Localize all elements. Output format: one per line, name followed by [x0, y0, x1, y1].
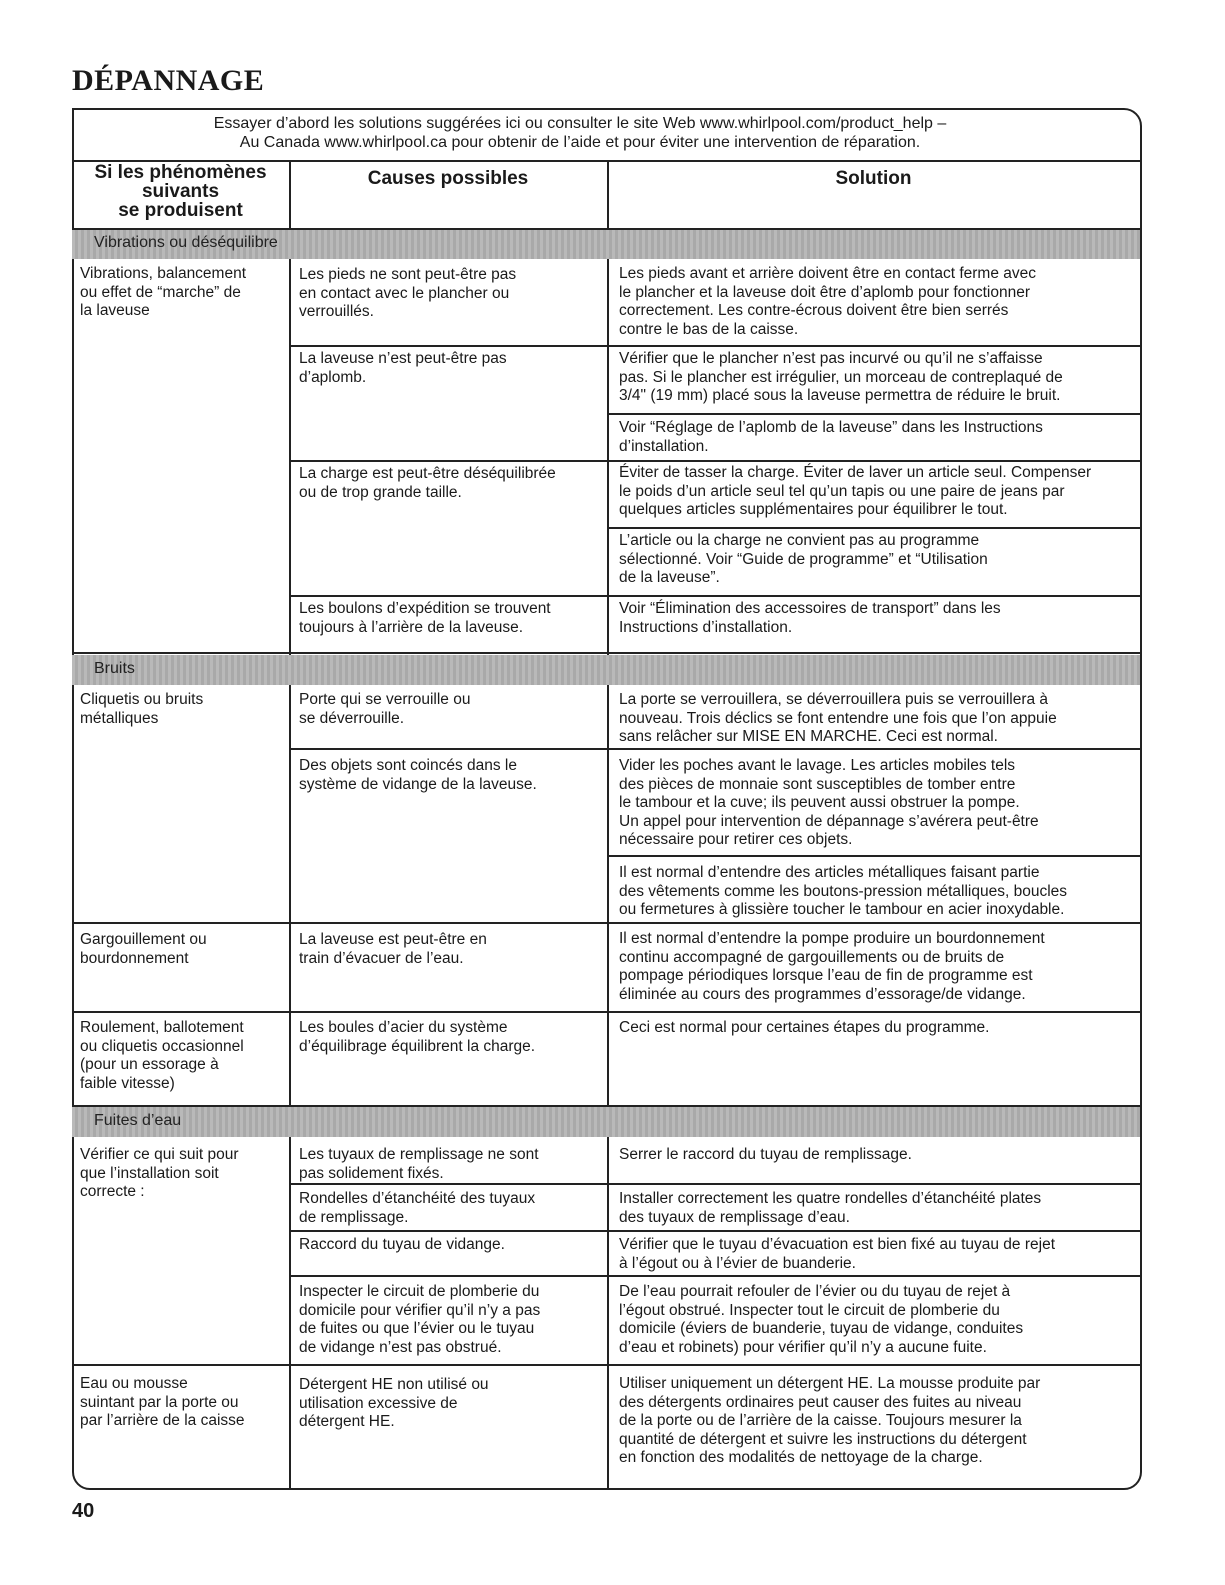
cause-cell-line: d’aplomb. — [299, 368, 367, 386]
cause-cell-line: système de vidange de la laveuse. — [299, 775, 537, 793]
solution-cell — [619, 1019, 989, 1038]
solution-cell-line: Voir “Élimination des accessoires de transport” dans les — [619, 600, 1001, 617]
cause-cell-line: Des objets sont coincés dans le — [299, 757, 517, 774]
solution-cell-line: sélectionné. Voir “Guide de programme” et “Utilisation — [619, 550, 988, 568]
intro-line: Au Canada www.whirlpool.ca pour obtenir de l’aide et pour éviter une intervention de réparation. — [239, 134, 921, 151]
symptom-cell-line: Cliquetis ou bruits — [80, 691, 204, 708]
row-rule — [289, 1230, 1140, 1232]
column-divider — [289, 685, 291, 1107]
row-rule — [72, 1011, 1140, 1013]
cause-cell-line: Porte qui se verrouille ou — [299, 691, 471, 708]
section-band — [72, 655, 1140, 685]
cause-cell-line: Les boules d’acier du système — [299, 1019, 508, 1036]
cause-cell — [299, 350, 507, 387]
cause-cell — [299, 1283, 540, 1357]
section-band — [72, 229, 1140, 259]
cause-cell-line: La charge est peut-être déséquilibrée — [299, 465, 556, 482]
symptom-cell — [80, 265, 246, 321]
solution-cell-line: Utiliser uniquement un détergent HE. La mousse produite par — [619, 1375, 1041, 1392]
cause-cell-line: de vidange n’est pas obstrué. — [299, 1338, 502, 1356]
solution-cell-line: pas. Si le plancher est irrégulier, un morceau de contreplaqué de — [619, 368, 1063, 386]
row-rule — [607, 345, 1140, 347]
cause-cell — [299, 1146, 539, 1183]
page-title: DÉPANNAGE — [72, 64, 265, 97]
solution-cell — [619, 600, 1001, 637]
symptom-cell-line: Vérifier ce qui suit pour — [80, 1146, 239, 1163]
cause-cell — [299, 931, 487, 968]
solution-cell — [619, 864, 1067, 920]
symptom-cell-line: correcte : — [80, 1183, 145, 1201]
cause-cell-line: pas solidement fixés. — [299, 1164, 444, 1182]
symptom-cell-line: la laveuse — [80, 302, 150, 320]
solution-cell-line: le plancher et la laveuse doit être d’aplomb pour fonctionner — [619, 283, 1031, 301]
column-divider — [607, 160, 609, 229]
solution-cell-line: Vider les poches avant le lavage. Les articles mobiles tels — [619, 757, 1016, 774]
intro-line: Essayer d’abord les solutions suggérées ici ou consulter le site Web www.whirlpool.com/product_help – — [213, 115, 947, 132]
symptom-cell — [80, 691, 203, 728]
solution-cell — [619, 691, 1057, 747]
solution-cell — [619, 930, 1045, 1004]
solution-cell — [619, 532, 988, 588]
solution-cell-line: Un appel pour intervention de dépannage s’avérera peut-être — [619, 812, 1039, 830]
cause-cell-line: Raccord du tuyau de vidange. — [299, 1236, 505, 1253]
intro-text — [80, 114, 1080, 152]
cause-cell-line: domicile pour vérifier qu’il n’y a pas — [299, 1301, 541, 1319]
solution-cell — [619, 419, 1043, 456]
cause-cell-line: La laveuse n’est peut-être pas — [299, 350, 507, 367]
page-number: 40 — [72, 1500, 95, 1522]
cause-cell — [299, 600, 551, 637]
solution-cell-line: Voir “Réglage de l’aplomb de la laveuse” dans les Instructions — [619, 419, 1043, 436]
row-rule — [289, 1275, 1140, 1277]
solution-cell-line: à l’égout ou à l’évier de buanderie. — [619, 1254, 856, 1272]
header-symptom-line: Si les phénomènes — [94, 162, 267, 183]
solution-cell-line: pompage périodiques lorsque l’eau de fin de programme est — [619, 967, 1033, 985]
solution-cell — [619, 1146, 912, 1165]
solution-cell-line: le tambour et la cuve; ils peuvent aussi obstruer la pompe. — [619, 794, 1020, 812]
symptom-cell-line: Eau ou mousse — [80, 1375, 188, 1392]
cause-cell — [299, 691, 470, 728]
section-band — [72, 1107, 1140, 1137]
section-title: Vibrations ou déséquilibre — [94, 234, 278, 251]
header-symptom — [72, 163, 289, 220]
solution-cell — [619, 265, 1036, 339]
symptom-cell-line: ou cliquetis occasionnel — [80, 1037, 244, 1055]
solution-cell-line: nécessaire pour retirer ces objets. — [619, 831, 853, 849]
symptom-cell-line: suintant par la porte ou — [80, 1393, 239, 1411]
cause-cell-line: en contact avec le plancher ou — [299, 284, 510, 302]
solution-cell-line: ou fermetures à glissière toucher le tambour en acier inoxydable. — [619, 901, 1065, 919]
cause-cell — [299, 1376, 489, 1432]
header-symptom-line: suivants — [141, 181, 220, 202]
row-rule — [72, 652, 1140, 654]
cause-cell-line: de fuites ou que l’évier ou le tuyau — [299, 1320, 535, 1338]
solution-cell-line: l’égout obstrué. Inspecter tout le circuit de plomberie du — [619, 1301, 1000, 1319]
cause-cell — [299, 1019, 535, 1056]
cause-cell — [299, 1236, 505, 1255]
troubleshooting-table — [72, 160, 1142, 1490]
cause-cell-line: Les tuyaux de remplissage ne sont — [299, 1146, 539, 1163]
cause-cell-line: se déverrouille. — [299, 709, 405, 727]
column-divider — [607, 1137, 609, 1490]
header-symptom-line: se produisent — [118, 200, 243, 221]
solution-cell — [619, 1236, 1055, 1273]
solution-cell-line: domicile (éviers de buanderie, tuyau de vidange, conduites — [619, 1320, 1024, 1338]
solution-cell-line: contre le bas de la caisse. — [619, 320, 799, 338]
solution-cell-line: Ceci est normal pour certaines étapes du programme. — [619, 1019, 990, 1036]
cause-cell-line: Les pieds ne sont peut-être pas — [299, 266, 517, 283]
header-solution: Solution — [835, 168, 912, 189]
solution-cell-line: continu accompagné de gargouillements ou de bruits de — [619, 948, 1005, 966]
cause-cell — [299, 266, 516, 322]
symptom-cell-line: que l’installation soit — [80, 1164, 219, 1182]
cause-cell-line: d’équilibrage équilibrent la charge. — [299, 1037, 536, 1055]
cause-cell-line: toujours à l’arrière de la laveuse. — [299, 618, 524, 636]
solution-cell-line: Vérifier que le tuyau d’évacuation est bien fixé au tuyau de rejet — [619, 1236, 1055, 1253]
symptom-cell — [80, 1375, 245, 1431]
solution-cell — [619, 1190, 1041, 1227]
solution-cell-line: Les pieds avant et arrière doivent être en contact ferme avec — [619, 265, 1037, 282]
solution-cell — [619, 1283, 1023, 1357]
section-title: Fuites d’eau — [94, 1112, 182, 1129]
row-rule — [607, 413, 1140, 415]
solution-cell-line: Serrer le raccord du tuyau de remplissage. — [619, 1146, 912, 1163]
solution-cell-line: des vêtements comme les boutons-pression métalliques, boucles — [619, 882, 1068, 900]
solution-cell-line: des pièces de monnaie sont susceptibles de tomber entre — [619, 775, 1016, 793]
cause-cell-line: Inspecter le circuit de plomberie du — [299, 1283, 540, 1300]
solution-cell-line: correctement. Les contre-écrous doivent être bien serrés — [619, 302, 1009, 320]
solution-cell-line: Installer correctement les quatre rondelles d’étanchéité plates — [619, 1190, 1042, 1207]
symptom-cell-line: métalliques — [80, 709, 159, 727]
symptom-cell-line: par l’arrière de la caisse — [80, 1412, 245, 1430]
symptom-cell-line: Vibrations, balancement — [80, 265, 247, 282]
row-rule — [289, 1183, 1140, 1185]
solution-cell — [619, 350, 1063, 406]
solution-cell-line: en fonction des modalités de nettoyage de la charge. — [619, 1449, 983, 1467]
column-divider — [607, 259, 609, 655]
row-rule — [607, 460, 1140, 462]
header-rule — [72, 228, 1140, 230]
cause-cell-line: détergent HE. — [299, 1413, 395, 1431]
symptom-cell-line: Roulement, ballotement — [80, 1019, 244, 1036]
solution-cell-line: d’installation. — [619, 437, 709, 455]
cause-cell-line: utilisation excessive de — [299, 1394, 458, 1412]
solution-cell-line: Il est normal d’entendre des articles métalliques faisant partie — [619, 864, 1040, 881]
symptom-cell-line: Gargouillement ou — [80, 931, 207, 948]
row-rule — [607, 527, 1140, 529]
solution-cell-line: des détergents ordinaires peut causer des fuites au niveau — [619, 1393, 1022, 1411]
solution-cell-line: des tuyaux de remplissage d’eau. — [619, 1208, 850, 1226]
solution-cell-line: de la porte ou de l’arrière de la caisse. Toujours mesurer la — [619, 1412, 1022, 1430]
solution-cell — [619, 1375, 1040, 1468]
solution-cell-line: De l’eau pourrait refouler de l’évier ou du tuyau de rejet à — [619, 1283, 1011, 1300]
cause-cell — [299, 465, 556, 502]
symptom-cell — [80, 1146, 239, 1202]
cause-cell-line: Les boulons d’expédition se trouvent — [299, 600, 551, 617]
solution-cell-line: La porte se verrouillera, se déverrouillera puis se verrouillera à — [619, 691, 1049, 708]
section-title: Bruits — [94, 660, 135, 677]
solution-cell — [619, 464, 1091, 520]
cause-cell-line: Rondelles d’étanchéité des tuyaux — [299, 1190, 536, 1207]
symptom-cell — [80, 1019, 244, 1093]
column-divider — [289, 1137, 291, 1490]
solution-cell-line: 3/4" (19 mm) placé sous la laveuse permettra de réduire le bruit. — [619, 387, 1061, 405]
solution-cell-line: Éviter de tasser la charge. Éviter de laver un article seul. Compenser — [619, 464, 1092, 481]
solution-cell-line: L’article ou la charge ne convient pas au programme — [619, 532, 980, 549]
solution-cell-line: Il est normal d’entendre la pompe produire un bourdonnement — [619, 930, 1045, 947]
cause-cell-line: La laveuse est peut-être en — [299, 931, 487, 948]
row-rule — [72, 1364, 1140, 1366]
symptom-cell-line: (pour un essorage à — [80, 1056, 219, 1074]
solution-cell-line: quantité de détergent et suivre les instructions du détergent — [619, 1430, 1027, 1448]
solution-cell-line: sans relâcher sur MISE EN MARCHE. Ceci est normal. — [619, 728, 998, 746]
column-divider — [289, 259, 291, 655]
cause-cell-line: train d’évacuer de l’eau. — [299, 949, 464, 967]
cause-cell — [299, 1190, 535, 1227]
cause-cell-line: verrouillés. — [299, 303, 374, 321]
row-rule — [607, 855, 1140, 857]
header-causes: Causes possibles — [367, 168, 529, 189]
symptom-cell — [80, 931, 207, 968]
solution-cell-line: Vérifier que le plancher n’est pas incurvé ou qu’il ne s’affaisse — [619, 350, 1043, 367]
symptom-cell-line: bourdonnement — [80, 949, 189, 967]
cause-cell — [299, 757, 537, 794]
solution-cell-line: Instructions d’installation. — [619, 618, 793, 636]
column-divider — [289, 160, 291, 229]
cause-cell-line: de remplissage. — [299, 1208, 409, 1226]
solution-cell — [619, 757, 1039, 850]
symptom-cell-line: faible vitesse) — [80, 1074, 175, 1092]
row-rule — [607, 595, 1140, 597]
solution-cell-line: nouveau. Trois déclics se font entendre une fois que l’on appuie — [619, 709, 1057, 727]
solution-cell-line: éliminée au cours des programmes d’essorage/de vidange. — [619, 985, 1026, 1003]
cause-cell-line: ou de trop grande taille. — [299, 483, 462, 501]
solution-cell-line: de la laveuse”. — [619, 569, 720, 587]
solution-cell-line: d’eau et robinets) pour vérifier qu’il n’y a aucune fuite. — [619, 1338, 987, 1356]
cause-cell-line: Détergent HE non utilisé ou — [299, 1376, 489, 1393]
column-divider — [607, 685, 609, 1107]
row-rule — [289, 748, 1140, 750]
table-top-rule — [72, 160, 1140, 162]
row-rule — [72, 922, 1140, 924]
symptom-cell-line: ou effet de “marche” de — [80, 283, 241, 301]
row-rule — [72, 1105, 1140, 1107]
solution-cell-line: quelques articles supplémentaires pour équilibrer le tout. — [619, 501, 1008, 519]
solution-cell-line: le poids d’un article seul tel qu’un tapis ou une paire de jeans par — [619, 482, 1065, 500]
